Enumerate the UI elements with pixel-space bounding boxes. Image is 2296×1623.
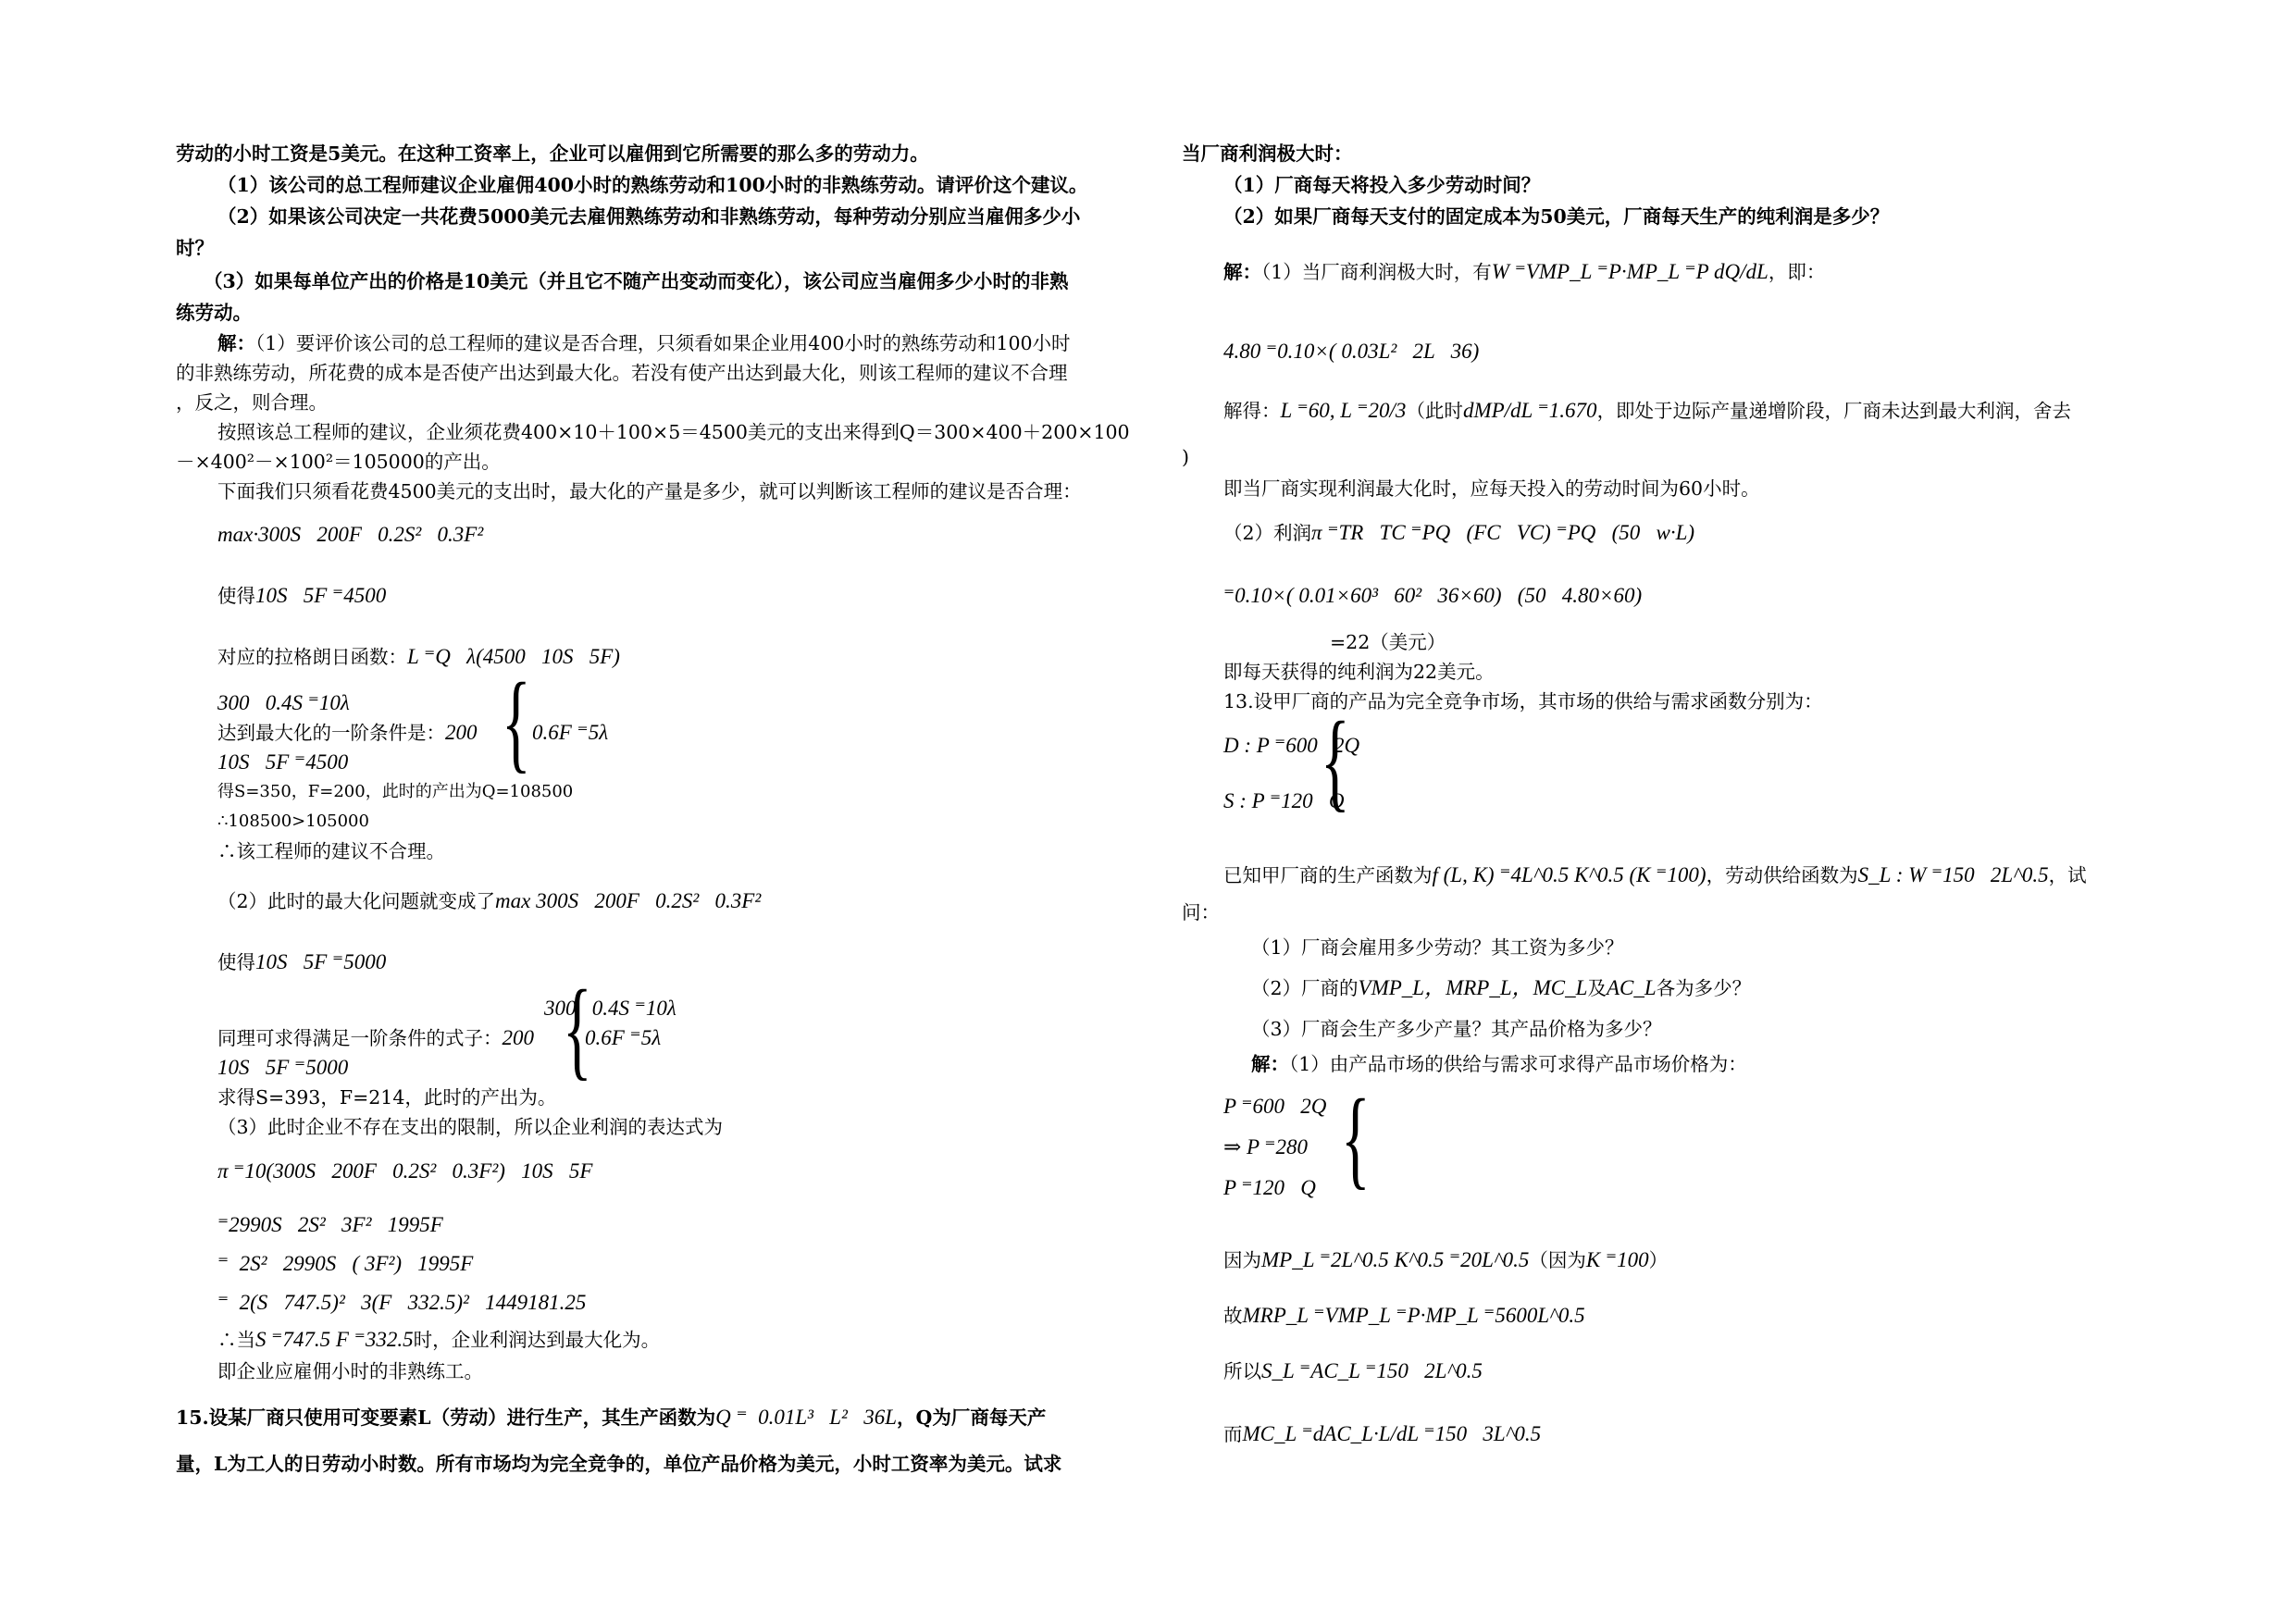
formula: MP_L ⁼2L^0.5 K^0.5 ⁼20L^0.5 (1261, 1248, 1530, 1271)
text-line: ∴该工程师的建议不合理。 (217, 840, 445, 862)
formula-label: ∴当 (217, 1329, 255, 1351)
formula: 10S 5F ⁼4500 (255, 584, 387, 607)
formula: max·300S 200F 0.2S² 0.3F² (217, 523, 484, 546)
text-line: 即每天获得的纯利润为22美元。 (1223, 661, 1495, 683)
solution-label: 解： (1251, 1053, 1289, 1075)
formula-label: ，即处于边际产量递增阶段，厂商未达到最大利润，舍去 (1596, 400, 2072, 422)
formula: L ⁼Q λ(4500 10S 5F) (407, 645, 620, 668)
text-line: 按照该总工程师的建议，企业须花费400×10＋100×5＝4500美元的支出来得到Q＝300×400＋200×100 (217, 421, 1130, 443)
formula: ⇒ P ⁼280 (1223, 1135, 1309, 1158)
question-3: （3）如果每单位产出的价格是10美元（并且它不随产出变动而变化），该公司应当雇佣多少小时的非熟 (204, 270, 1069, 292)
formula-label: （2）利润 (1223, 522, 1312, 544)
text-line: 即企业应雇佣小时的非熟练工。 (217, 1360, 483, 1382)
formula: P ⁼600 2Q (1223, 1095, 1327, 1118)
problem-15-line (176, 1403, 1046, 1432)
formula-label: ） (1648, 1249, 1669, 1271)
solution-line (217, 328, 1071, 358)
formula-line (1223, 257, 1825, 287)
text-line: 时？ (176, 237, 214, 259)
formula-line (1223, 1301, 1585, 1331)
formula: max 300S 200F 0.2S² 0.3F² (495, 889, 762, 912)
formula: D : P ⁼600 2Q (1223, 734, 1360, 757)
formula-label: （此时 (1406, 400, 1463, 422)
formula: ⁼ 2(S 747.5)² 3(F 332.5)² 1449181.25 (217, 1291, 587, 1314)
solution-text: ，即： (1768, 261, 1826, 283)
formula-line (217, 886, 761, 916)
formula-line (1223, 1357, 1483, 1386)
text-line: 得S=350，F=200，此时的产出为Q=108500 (217, 782, 574, 801)
formula-line (1223, 1245, 1668, 1275)
question-1: （1）该公司的总工程师建议企业雇佣400小时的熟练劳动和100小时的非熟练劳动。请评价这个建议。 (217, 174, 1088, 196)
text-line: 当厂商利润极大时： (1182, 142, 1353, 165)
formula: S_L ⁼AC_L ⁼150 2L^0.5 (1261, 1359, 1483, 1382)
formula: f (L, K) ⁼4L^0.5 K^0.5 (K ⁼100) (1432, 863, 1706, 886)
formula-label: 使得 (217, 585, 255, 607)
solution-label: 解： (1223, 261, 1261, 283)
formula-label: 因为 (1223, 1249, 1261, 1271)
problem-text: ，Q为厂商每天产 (897, 1406, 1047, 1429)
formula-label: （2）此时的最大化问题就变成了 (217, 890, 496, 912)
formula-label: 已知甲厂商的生产函数为 (1223, 864, 1433, 886)
formula: Q ⁼ 0.01L³ L² 36L (715, 1406, 897, 1429)
formula: 300 0.4S ⁼10λ (544, 997, 676, 1020)
text-line: 问： (1182, 901, 1220, 923)
formula-label: 所以 (1223, 1360, 1261, 1382)
formula: AC_L (1606, 976, 1657, 999)
formula-line (217, 718, 478, 748)
text-line: 的非熟练劳动，所花费的成本是否使产出达到最大化。若没有使产出达到最大化，则该工程师的建议不合理 (176, 362, 1068, 384)
solution-label: 解： (217, 332, 255, 354)
formula: 0.6F ⁼5λ (532, 721, 609, 744)
formula-line (217, 948, 386, 977)
question-1: （1）厂商会雇用多少劳动？其工资为多少？ (1251, 936, 1624, 959)
formula-label: 各为多少？ (1656, 977, 1752, 999)
formula: dMP/dL ⁼1.670 (1462, 399, 1597, 422)
formula-line (1223, 518, 1694, 548)
formula: S_L : W ⁼150 2L^0.5 (1857, 863, 2049, 886)
text-line: －×400²－×100²＝105000的产出。 (176, 451, 501, 473)
formula-label: 时，企业利润达到最大化为。 (413, 1329, 661, 1351)
formula: VMP_L，MRP_L，MC_L (1358, 976, 1588, 999)
solution-line (1251, 1049, 1747, 1079)
brace-symbol: { (1321, 699, 1350, 822)
formula-line (1223, 396, 2071, 426)
formula: W ⁼VMP_L ⁼P·MP_L ⁼P dQ/dL (1491, 260, 1769, 283)
question-2: （2）如果该公司决定一共花费5000美元去雇佣熟练劳动和非熟练劳动，每种劳动分别应当雇佣多少小 (217, 205, 1081, 228)
formula-line (1223, 1419, 1541, 1449)
formula: L ⁼60, L ⁼20/3 (1280, 399, 1407, 422)
formula-label: 达到最大化的一阶条件是： (217, 722, 445, 744)
formula-label: 同理可求得满足一阶条件的式子： (217, 1027, 503, 1049)
formula: π ⁼10(300S 200F 0.2S² 0.3F²) 10S 5F (217, 1159, 593, 1183)
formula: 200 (502, 1026, 534, 1049)
formula: MRP_L ⁼VMP_L ⁼P·MP_L ⁼5600L^0.5 (1242, 1304, 1585, 1327)
text-line: 劳动的小时工资是5美元。在这种工资率上，企业可以雇佣到它所需要的那么多的劳动力。 (176, 142, 929, 165)
brace-symbol: { (502, 660, 531, 783)
problem-text: 15.设某厂商只使用可变要素L（劳动）进行生产，其生产函数为 (176, 1406, 716, 1429)
text-line: 量，L为工人的日劳动小时数。所有市场均为完全竞争的，单位产品价格为美元，小时工资率为美元。试求 (176, 1453, 1062, 1475)
formula: S : P ⁼120 Q (1223, 789, 1345, 812)
solution-text: （1）由产品市场的供给与需求可求得产品市场价格为： (1289, 1053, 1747, 1075)
formula-label: ，劳动供给函数为 (1706, 864, 1858, 886)
question-3: （3）厂商会生产多少产量？其产品价格为多少？ (1251, 1018, 1662, 1040)
solution-text: （1）要评价该公司的总工程师的建议是否合理，只须看如果企业用400小时的熟练劳动和100小时 (255, 332, 1071, 354)
brace-symbol: { (563, 967, 592, 1090)
formula-line (1223, 861, 2087, 890)
text-line: 求得S=393，F=214，此时的产出为。 (217, 1086, 557, 1109)
formula: ⁼0.10×( 0.01×60³ 60² 36×60) (50 4.80×60) (1223, 584, 1643, 607)
text-line: ∴108500>105000 (217, 812, 369, 831)
formula-label: ，试 (2048, 864, 2087, 886)
text-line: 即当厂商实现利润最大化时，应每天投入的劳动时间为60小时。 (1223, 477, 1760, 500)
formula-label: 故 (1223, 1305, 1243, 1327)
formula-line (217, 581, 386, 611)
text-line: ) (1182, 446, 1189, 468)
formula-line (217, 1325, 660, 1355)
formula: 0.6F ⁼5λ (585, 1026, 662, 1049)
formula-line (217, 642, 620, 672)
brace-symbol: { (1341, 1076, 1371, 1199)
question-2-line (1251, 973, 1751, 1003)
formula: ⁼2990S 2S² 3F² 1995F (217, 1213, 443, 1236)
formula-label: 使得 (217, 951, 255, 973)
formula-label: （2）厂商的 (1251, 977, 1359, 999)
question-2: （2）如果厂商每天支付的固定成本为50美元，厂商每天生产的纯利润是多少？ (1223, 205, 1890, 228)
formula: K ⁼100 (1585, 1248, 1649, 1271)
formula: ⁼ 2S² 2990S ( 3F²) 1995F (217, 1252, 474, 1275)
text-line: 13.设甲厂商的产品为完全竞争市场，其市场的供给与需求函数分别为： (1223, 690, 1823, 712)
question-1: （1）厂商每天将投入多少劳动时间？ (1223, 174, 1541, 196)
formula-label: 对应的拉格朗日函数： (217, 646, 407, 668)
formula-line (217, 1023, 534, 1053)
formula-label: 而 (1223, 1423, 1243, 1445)
text-line: 下面我们只须看花费4500美元的支出时，最大化的产量是多少，就可以判断该工程师的建议是否合理： (217, 480, 1082, 502)
formula: 4.80 ⁼0.10×( 0.03L² 2L 36) (1223, 340, 1480, 363)
formula: S ⁼747.5 F ⁼332.5 (255, 1328, 414, 1351)
formula-label: 及 (1587, 977, 1607, 999)
formula: P ⁼120 Q (1223, 1176, 1316, 1199)
formula: 10S 5F ⁼4500 (217, 750, 349, 774)
formula: MC_L ⁼dAC_L·L/dL ⁼150 3L^0.5 (1242, 1422, 1542, 1445)
formula: 300 0.4S ⁼10λ (217, 691, 350, 714)
text-line: （3）此时企业不存在支出的限制，所以企业利润的表达式为 (217, 1116, 724, 1138)
formula: 200 (445, 721, 478, 744)
formula: π ⁼TR TC ⁼PQ (FC VC) ⁼PQ (50 w·L) (1311, 521, 1695, 544)
solution-text: （1）当厂商利润极大时，有 (1261, 261, 1492, 283)
text-line: 练劳动。 (176, 302, 252, 324)
formula-label: 解得： (1223, 400, 1281, 422)
text-line: ，反之，则合理。 (176, 391, 328, 414)
text-line: =22（美元） (1330, 631, 1446, 653)
formula: 10S 5F ⁼5000 (217, 1056, 349, 1079)
formula-label: （因为 (1529, 1249, 1586, 1271)
formula: 10S 5F ⁼5000 (255, 950, 387, 973)
